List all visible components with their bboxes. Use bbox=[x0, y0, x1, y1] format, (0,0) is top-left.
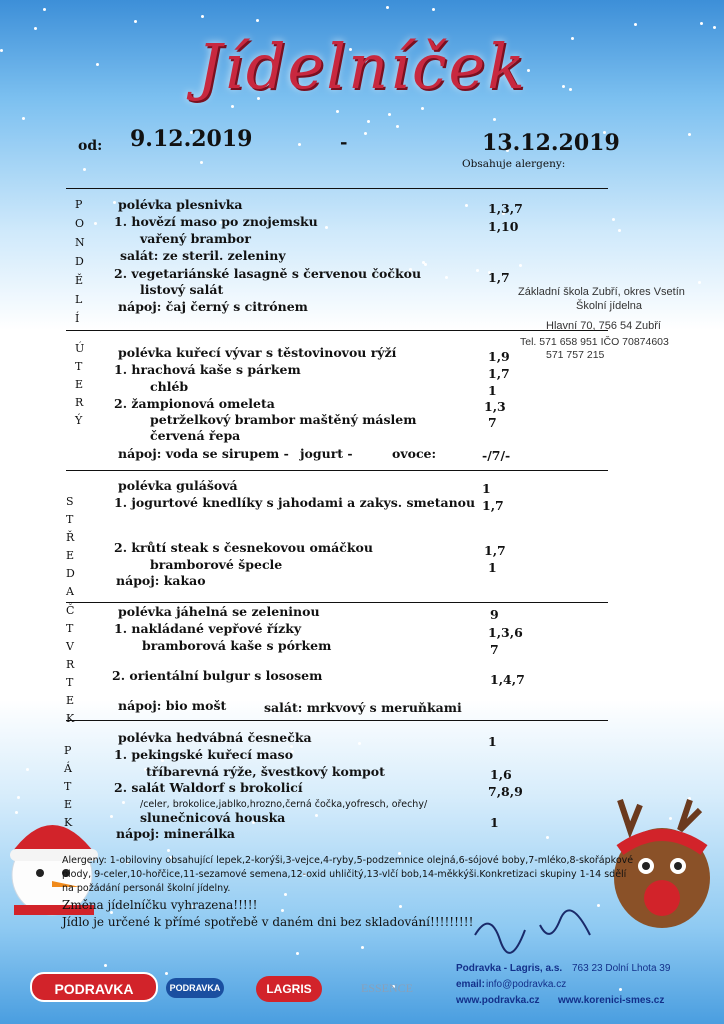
snowflake bbox=[713, 26, 716, 29]
menu-item: nápoj: voda se sirupem - bbox=[118, 446, 289, 461]
snowflake bbox=[336, 110, 339, 113]
snowflake bbox=[296, 952, 299, 955]
snowflake bbox=[325, 226, 328, 229]
day-letter: Ý bbox=[75, 414, 83, 427]
day-letter: E bbox=[66, 694, 75, 707]
menu-item: vařený brambor bbox=[140, 231, 251, 246]
day-letter: Ě bbox=[75, 274, 84, 287]
allergen-codes: -/7/- bbox=[482, 448, 511, 463]
snowflake bbox=[17, 796, 20, 799]
menu-item: polévka gulášová bbox=[118, 478, 238, 493]
date-to: 13.12.2019 bbox=[482, 130, 620, 156]
snowflake bbox=[634, 23, 637, 26]
divider bbox=[66, 330, 608, 331]
day-letter: O bbox=[75, 217, 85, 230]
day-letter: Á bbox=[64, 762, 72, 775]
snowflake bbox=[26, 768, 29, 771]
snowflake bbox=[201, 15, 204, 18]
website-link[interactable]: www.podravka.cz bbox=[456, 995, 540, 1006]
email-label: email: bbox=[456, 979, 485, 990]
menu-item-extra: ovoce: bbox=[392, 446, 437, 461]
snowflake bbox=[619, 988, 622, 991]
stamp-line: 571 757 215 bbox=[546, 349, 605, 361]
allergen-codes: 7,8,9 bbox=[488, 784, 523, 799]
day-letter: Í bbox=[75, 312, 80, 325]
menu-item: polévka kuřecí vývar s těstovinovou rýží bbox=[118, 345, 397, 360]
allergen-codes: 1,7 bbox=[482, 498, 504, 513]
podravka-small-logo: PODRAVKA bbox=[166, 978, 224, 998]
snowflake bbox=[315, 814, 318, 817]
allergen-legend-line: na požádání personál školní jídelny. bbox=[62, 883, 231, 894]
snowflake bbox=[122, 801, 125, 804]
snowflake bbox=[358, 742, 361, 745]
lagris-logo: LAGRIS bbox=[256, 976, 322, 1002]
snowflake bbox=[367, 120, 370, 123]
signatures bbox=[470, 905, 600, 955]
menu-item: salát: ze steril. zeleniny bbox=[120, 248, 286, 263]
email-link[interactable]: info@podravka.cz bbox=[486, 979, 567, 990]
menu-item: 2. salát Waldorf s brokolicí bbox=[114, 780, 303, 795]
menu-item: nápoj: čaj černý s citrónem bbox=[118, 299, 308, 314]
change-notice: Změna jídelníčku vyhrazena!!!!! bbox=[62, 898, 258, 912]
snowflake bbox=[698, 281, 701, 284]
snowflake bbox=[612, 218, 615, 221]
snowflake bbox=[134, 20, 137, 23]
menu-item: 2. krůtí steak s česnekovou omáčkou bbox=[114, 540, 373, 555]
date-from: 9.12.2019 bbox=[130, 126, 253, 152]
allergen-codes: 1,3,6 bbox=[488, 625, 523, 640]
snowflake bbox=[396, 125, 399, 128]
allergen-codes: 1 bbox=[488, 383, 497, 398]
snowflake bbox=[256, 19, 259, 22]
menu-item: 1. hrachová kaše s párkem bbox=[114, 362, 301, 377]
snowflake bbox=[465, 204, 468, 207]
date-separator: - bbox=[340, 132, 348, 153]
snowflake bbox=[422, 261, 425, 264]
day-letter: Ř bbox=[66, 531, 75, 544]
snowflake bbox=[110, 815, 113, 818]
allergen-codes: 1,3,7 bbox=[488, 201, 523, 216]
day-letter: D bbox=[75, 255, 84, 268]
consumption-notice: Jídlo je určené k přímé spotřebě v daném dni bez skladování!!!!!!!!! bbox=[62, 915, 474, 929]
snowflake bbox=[298, 143, 301, 146]
stamp-line: Tel. 571 658 951 IČO 70874603 bbox=[520, 336, 669, 348]
allergen-codes: 1,7 bbox=[488, 270, 510, 285]
day-letter: T bbox=[66, 676, 74, 689]
snowflake bbox=[43, 8, 46, 11]
menu-item: 2. žampionová omeleta bbox=[114, 396, 275, 411]
menu-item: chléb bbox=[150, 379, 189, 394]
menu-item: 1. pekingské kuřecí maso bbox=[114, 747, 294, 762]
menu-item: listový salát bbox=[140, 282, 224, 297]
allergen-codes: 7 bbox=[490, 642, 499, 657]
snowflake bbox=[386, 6, 389, 9]
snowflake bbox=[284, 893, 287, 896]
allergen-codes: 1 bbox=[488, 734, 497, 749]
menu-item: 1. hovězí maso po znojemsku bbox=[114, 214, 318, 229]
snowflake bbox=[432, 8, 435, 11]
day-letter: Č bbox=[66, 604, 75, 617]
company-name: Podravka - Lagris, a.s. bbox=[456, 963, 563, 974]
snowflake bbox=[83, 168, 86, 171]
snowflake bbox=[167, 849, 170, 852]
snowflake bbox=[445, 276, 448, 279]
day-letter: E bbox=[75, 378, 84, 391]
menu-item: tříbarevná rýže, švestkový kompot bbox=[146, 764, 385, 779]
from-label: od: bbox=[78, 138, 103, 154]
snowflake bbox=[22, 117, 25, 120]
menu-item: 2. orientální bulgur s lososem bbox=[112, 668, 323, 683]
allergen-codes: 1 bbox=[490, 815, 499, 830]
menu-item: červená řepa bbox=[150, 428, 241, 443]
menu-item: polévka jáhelná se zeleninou bbox=[118, 604, 320, 619]
snowflake bbox=[94, 222, 97, 225]
stamp-line: Hlavní 70, 756 54 Zubří bbox=[546, 320, 661, 332]
day-letter: T bbox=[66, 513, 74, 526]
day-letter: K bbox=[64, 816, 73, 829]
day-letter: V bbox=[66, 640, 74, 653]
snowflake bbox=[688, 133, 691, 136]
allergen-codes: 1 bbox=[488, 560, 497, 575]
day-letter: Ú bbox=[75, 342, 85, 355]
menu-item: bramborové špecle bbox=[150, 557, 283, 572]
snowflake bbox=[399, 905, 402, 908]
snowflake bbox=[519, 264, 522, 267]
snowflake bbox=[281, 909, 284, 912]
allergen-codes: 1,7 bbox=[484, 543, 506, 558]
snowflake bbox=[388, 113, 391, 116]
allergen-codes: 9 bbox=[490, 607, 499, 622]
snowflake bbox=[104, 964, 107, 967]
snowflake bbox=[618, 229, 621, 232]
menu-item: 2. vegetariánské lasagně s červenou čočkou bbox=[114, 266, 422, 281]
allergen-codes: 1,9 bbox=[488, 349, 510, 364]
day-letter: P bbox=[75, 198, 83, 211]
allergen-codes: 1,7 bbox=[488, 366, 510, 381]
snowflake bbox=[113, 201, 116, 204]
day-letter: S bbox=[66, 495, 74, 508]
snowflake bbox=[200, 161, 203, 164]
day-letter: T bbox=[64, 780, 72, 793]
allergen-legend-line: plody, 9-celer,10-hořčice,11-sezamové semena,12-oxid uhličitý,13-vlčí bob,14-měkkýši.Konkretizaci skupiny 1-14 sdělí bbox=[62, 869, 627, 880]
divider bbox=[66, 470, 608, 471]
menu-item: nápoj: minerálka bbox=[116, 826, 235, 841]
essence-logo: ESSENCE bbox=[360, 981, 413, 995]
menu-item-ingredients: /celer, brokolice,jablko,hrozno,černá čočka,yofresch, ořechy/ bbox=[140, 799, 428, 810]
menu-item: bramborová kaše s pórkem bbox=[142, 638, 332, 653]
snowflake bbox=[165, 972, 168, 975]
day-letter: E bbox=[64, 798, 73, 811]
website-link[interactable]: www.korenici-smes.cz bbox=[558, 995, 665, 1006]
company-address: 763 23 Dolní Lhota 39 bbox=[572, 963, 671, 974]
allergen-codes: 1,4,7 bbox=[490, 672, 525, 687]
menu-item-extra: salát: mrkvový s meruňkami bbox=[264, 700, 462, 715]
day-letter: P bbox=[64, 744, 72, 757]
day-letter: T bbox=[66, 622, 74, 635]
snowflake bbox=[493, 118, 496, 121]
allergen-legend-line: Alergeny: 1-obiloviny obsahující lepek,2-korýši,3-vejce,4-ryby,5-podzemnice olejná,6-sójové boby,7-mléko,8-skořápkové bbox=[62, 855, 634, 866]
podravka-logo: PODRAVKA bbox=[30, 972, 158, 1002]
snowflake bbox=[476, 269, 479, 272]
day-letter: T bbox=[75, 360, 83, 373]
menu-item: polévka plesnivka bbox=[118, 197, 243, 212]
allergen-codes: 1 bbox=[482, 481, 491, 496]
day-letter: R bbox=[66, 658, 75, 671]
stamp-line: Školní jídelna bbox=[576, 300, 643, 312]
divider bbox=[66, 188, 608, 189]
menu-item-extra: jogurt - bbox=[300, 446, 353, 461]
day-letter: D bbox=[66, 567, 75, 580]
allergen-codes: 1,6 bbox=[490, 767, 512, 782]
divider bbox=[66, 602, 608, 603]
snowflake bbox=[421, 107, 424, 110]
snowflake bbox=[546, 836, 549, 839]
day-letter: A bbox=[66, 585, 74, 598]
menu-item: petrželkový brambor maštěný máslem bbox=[150, 412, 417, 427]
day-letter: K bbox=[66, 712, 75, 725]
stamp-line: Základní škola Zubří, okres Vsetín bbox=[518, 286, 685, 298]
snowflake bbox=[364, 132, 367, 135]
menu-item: polévka hedvábná česnečka bbox=[118, 730, 312, 745]
allergen-codes: 1,3 bbox=[484, 399, 506, 414]
menu-item: 1. nakládané vepřové řízky bbox=[114, 621, 302, 636]
allergen-codes: 7 bbox=[488, 415, 497, 430]
allergen-column-header: Obsahuje alergeny: bbox=[462, 158, 566, 170]
menu-item: nápoj: bio mošt bbox=[118, 698, 227, 713]
snowflake bbox=[700, 22, 703, 25]
page-title: Jídelníček bbox=[197, 30, 527, 103]
allergen-codes: 1,10 bbox=[488, 219, 519, 234]
divider bbox=[66, 720, 608, 721]
menu-item: nápoj: kakao bbox=[116, 573, 206, 588]
menu-item: slunečnicová houska bbox=[140, 810, 286, 825]
snowflake bbox=[231, 105, 234, 108]
snowflake bbox=[361, 946, 364, 949]
day-letter: E bbox=[66, 549, 75, 562]
day-letter: L bbox=[75, 293, 83, 306]
day-letter: N bbox=[75, 236, 85, 249]
menu-item: 1. jogurtové knedlíky s jahodami a zakys. smetanou bbox=[114, 495, 476, 510]
day-letter: R bbox=[75, 396, 84, 409]
